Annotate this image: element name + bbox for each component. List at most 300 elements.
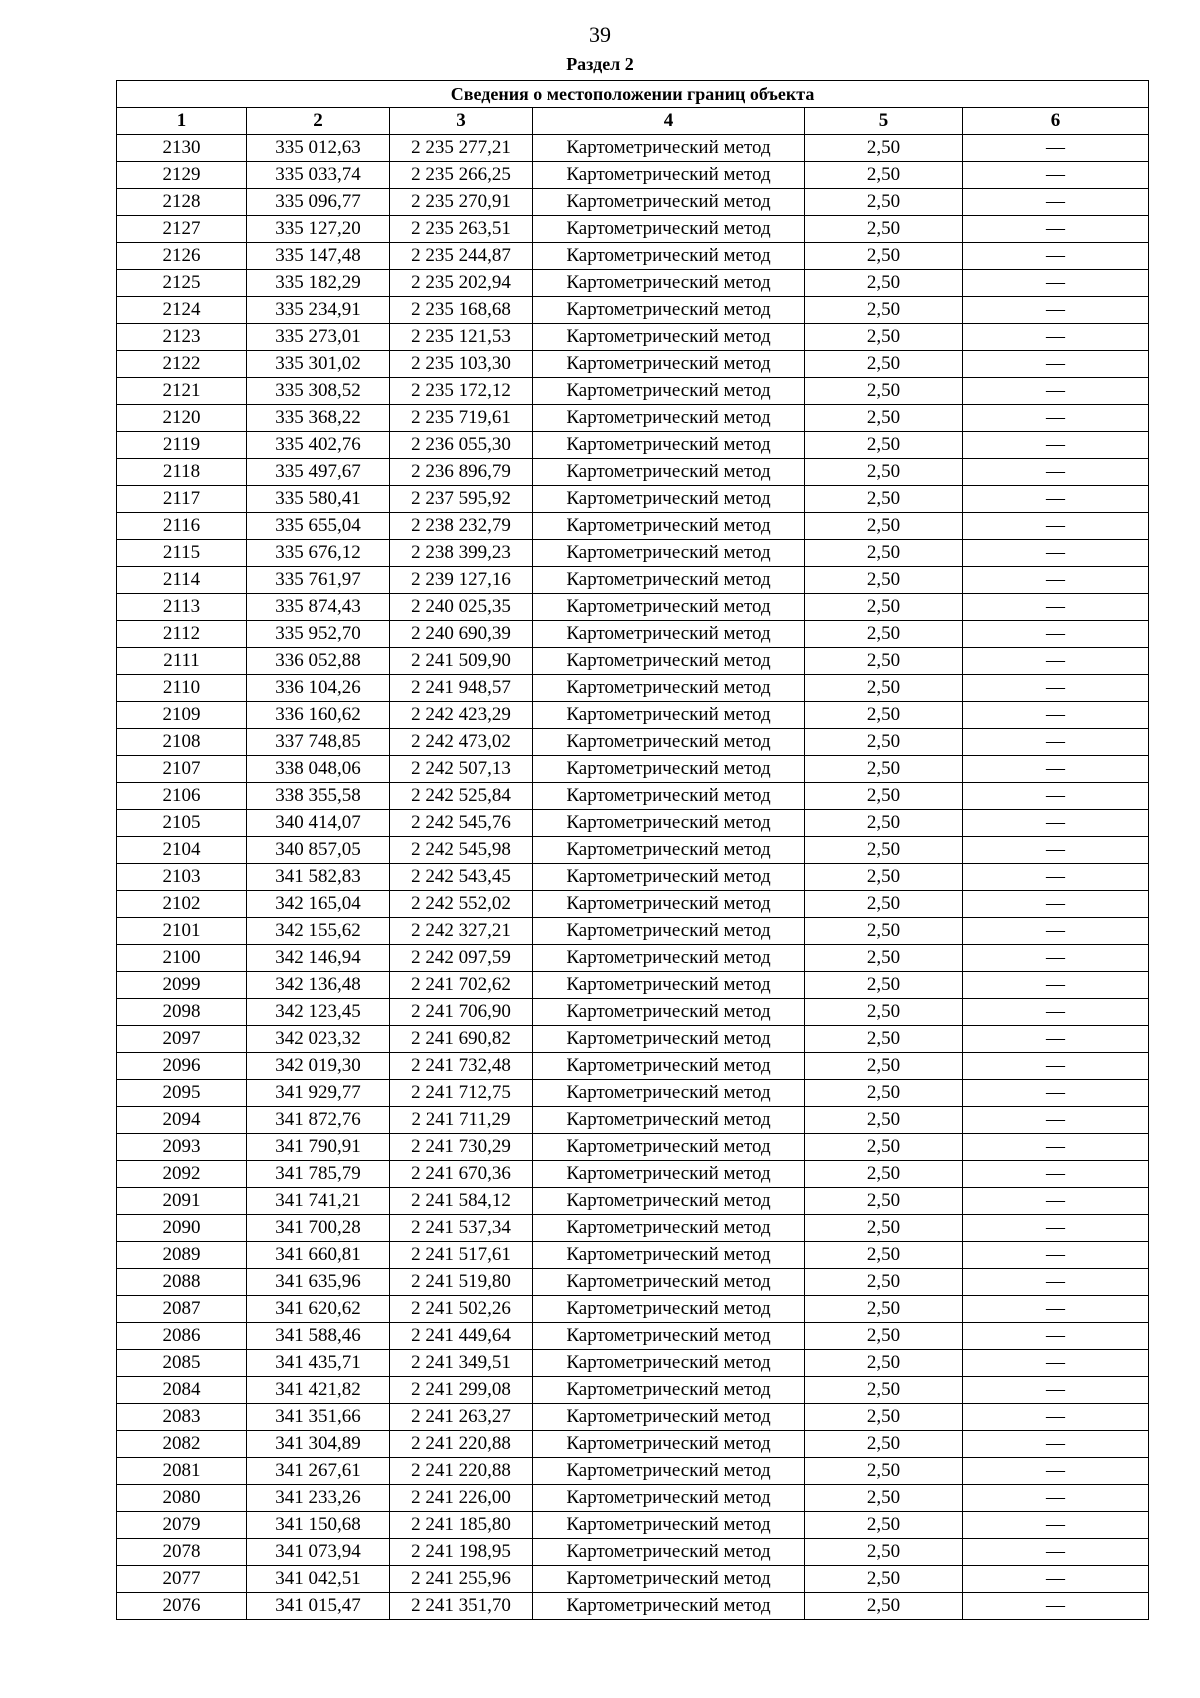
x-coordinate-cell: 341 073,94 (247, 1539, 390, 1566)
point-number-cell: 2111 (117, 648, 247, 675)
accuracy-cell: 2,50 (805, 1431, 963, 1458)
description-cell: — (963, 594, 1149, 621)
y-coordinate-cell: 2 236 896,79 (390, 459, 533, 486)
y-coordinate-cell: 2 235 121,53 (390, 324, 533, 351)
y-coordinate-cell: 2 241 712,75 (390, 1080, 533, 1107)
method-cell: Картометрический метод (533, 351, 805, 378)
y-coordinate-cell: 2 238 232,79 (390, 513, 533, 540)
column-number-row (117, 108, 1149, 135)
method-cell: Картометрический метод (533, 270, 805, 297)
accuracy-cell: 2,50 (805, 243, 963, 270)
point-number-cell: 2107 (117, 756, 247, 783)
y-coordinate-cell: 2 242 097,59 (390, 945, 533, 972)
y-coordinate-cell: 2 237 595,92 (390, 486, 533, 513)
table-row (117, 459, 1149, 486)
description-cell: — (963, 513, 1149, 540)
accuracy-cell: 2,50 (805, 1323, 963, 1350)
x-coordinate-cell: 335 580,41 (247, 486, 390, 513)
x-coordinate-cell: 336 160,62 (247, 702, 390, 729)
description-cell: — (963, 999, 1149, 1026)
y-coordinate-cell: 2 241 449,64 (390, 1323, 533, 1350)
method-cell: Картометрический метод (533, 783, 805, 810)
x-coordinate-cell: 335 952,70 (247, 621, 390, 648)
x-coordinate-cell: 335 308,52 (247, 378, 390, 405)
table-row (117, 189, 1149, 216)
table-row (117, 567, 1149, 594)
point-number-cell: 2100 (117, 945, 247, 972)
table-row (117, 999, 1149, 1026)
description-cell: — (963, 702, 1149, 729)
y-coordinate-cell: 2 241 198,95 (390, 1539, 533, 1566)
description-cell: — (963, 540, 1149, 567)
table-row (117, 1188, 1149, 1215)
point-number-cell: 2103 (117, 864, 247, 891)
table-row (117, 891, 1149, 918)
method-cell: Картометрический метод (533, 324, 805, 351)
method-cell: Картометрический метод (533, 243, 805, 270)
method-cell: Картометрический метод (533, 999, 805, 1026)
point-number-cell: 2113 (117, 594, 247, 621)
x-coordinate-cell: 335 127,20 (247, 216, 390, 243)
accuracy-cell: 2,50 (805, 945, 963, 972)
table-row (117, 1566, 1149, 1593)
x-coordinate-cell: 342 019,30 (247, 1053, 390, 1080)
x-coordinate-cell: 335 033,74 (247, 162, 390, 189)
x-coordinate-cell: 341 267,61 (247, 1458, 390, 1485)
x-coordinate-cell: 341 015,47 (247, 1593, 390, 1620)
x-coordinate-cell: 335 655,04 (247, 513, 390, 540)
method-cell: Картометрический метод (533, 891, 805, 918)
accuracy-cell: 2,50 (805, 297, 963, 324)
accuracy-cell: 2,50 (805, 459, 963, 486)
x-coordinate-cell: 335 301,02 (247, 351, 390, 378)
description-cell: — (963, 810, 1149, 837)
column-number: 1 (117, 108, 247, 135)
table-row (117, 1539, 1149, 1566)
description-cell: — (963, 891, 1149, 918)
table-row (117, 1107, 1149, 1134)
accuracy-cell: 2,50 (805, 567, 963, 594)
method-cell: Картометрический метод (533, 1053, 805, 1080)
point-number-cell: 2125 (117, 270, 247, 297)
accuracy-cell: 2,50 (805, 810, 963, 837)
x-coordinate-cell: 341 588,46 (247, 1323, 390, 1350)
y-coordinate-cell: 2 241 351,70 (390, 1593, 533, 1620)
y-coordinate-cell: 2 242 507,13 (390, 756, 533, 783)
method-cell: Картометрический метод (533, 432, 805, 459)
method-cell: Картометрический метод (533, 1323, 805, 1350)
table-row (117, 486, 1149, 513)
point-number-cell: 2102 (117, 891, 247, 918)
table-row (117, 1080, 1149, 1107)
point-number-cell: 2077 (117, 1566, 247, 1593)
accuracy-cell: 2,50 (805, 513, 963, 540)
table-row (117, 432, 1149, 459)
method-cell: Картометрический метод (533, 378, 805, 405)
point-number-cell: 2123 (117, 324, 247, 351)
point-number-cell: 2094 (117, 1107, 247, 1134)
point-number-cell: 2086 (117, 1323, 247, 1350)
table-row (117, 405, 1149, 432)
point-number-cell: 2117 (117, 486, 247, 513)
y-coordinate-cell: 2 241 263,27 (390, 1404, 533, 1431)
accuracy-cell: 2,50 (805, 1080, 963, 1107)
point-number-cell: 2092 (117, 1161, 247, 1188)
y-coordinate-cell: 2 242 327,21 (390, 918, 533, 945)
accuracy-cell: 2,50 (805, 1350, 963, 1377)
description-cell: — (963, 756, 1149, 783)
description-cell: — (963, 216, 1149, 243)
table-row (117, 1458, 1149, 1485)
y-coordinate-cell: 2 242 545,98 (390, 837, 533, 864)
table-row (117, 675, 1149, 702)
method-cell: Картометрический метод (533, 297, 805, 324)
y-coordinate-cell: 2 241 502,26 (390, 1296, 533, 1323)
x-coordinate-cell: 335 147,48 (247, 243, 390, 270)
point-number-cell: 2122 (117, 351, 247, 378)
y-coordinate-cell: 2 241 517,61 (390, 1242, 533, 1269)
accuracy-cell: 2,50 (805, 1269, 963, 1296)
y-coordinate-cell: 2 241 299,08 (390, 1377, 533, 1404)
table-row (117, 1134, 1149, 1161)
x-coordinate-cell: 342 146,94 (247, 945, 390, 972)
x-coordinate-cell: 341 872,76 (247, 1107, 390, 1134)
accuracy-cell: 2,50 (805, 405, 963, 432)
method-cell: Картометрический метод (533, 1215, 805, 1242)
y-coordinate-cell: 2 242 552,02 (390, 891, 533, 918)
point-number-cell: 2089 (117, 1242, 247, 1269)
point-number-cell: 2081 (117, 1458, 247, 1485)
y-coordinate-cell: 2 240 690,39 (390, 621, 533, 648)
accuracy-cell: 2,50 (805, 1107, 963, 1134)
point-number-cell: 2079 (117, 1512, 247, 1539)
table-row (117, 135, 1149, 162)
y-coordinate-cell: 2 241 732,48 (390, 1053, 533, 1080)
method-cell: Картометрический метод (533, 486, 805, 513)
accuracy-cell: 2,50 (805, 1215, 963, 1242)
accuracy-cell: 2,50 (805, 891, 963, 918)
table-row (117, 621, 1149, 648)
table-row (117, 1026, 1149, 1053)
method-cell: Картометрический метод (533, 1458, 805, 1485)
table-row (117, 810, 1149, 837)
method-cell: Картометрический метод (533, 1242, 805, 1269)
column-number: 5 (805, 108, 963, 135)
table-row (117, 270, 1149, 297)
description-cell: — (963, 135, 1149, 162)
method-cell: Картометрический метод (533, 1269, 805, 1296)
method-cell: Картометрический метод (533, 864, 805, 891)
x-coordinate-cell: 341 660,81 (247, 1242, 390, 1269)
description-cell: — (963, 243, 1149, 270)
description-cell: — (963, 1269, 1149, 1296)
description-cell: — (963, 1107, 1149, 1134)
description-cell: — (963, 783, 1149, 810)
method-cell: Картометрический метод (533, 594, 805, 621)
description-cell: — (963, 1458, 1149, 1485)
accuracy-cell: 2,50 (805, 837, 963, 864)
x-coordinate-cell: 335 273,01 (247, 324, 390, 351)
x-coordinate-cell: 341 042,51 (247, 1566, 390, 1593)
y-coordinate-cell: 2 242 545,76 (390, 810, 533, 837)
point-number-cell: 2129 (117, 162, 247, 189)
point-number-cell: 2118 (117, 459, 247, 486)
x-coordinate-cell: 335 096,77 (247, 189, 390, 216)
method-cell: Картометрический метод (533, 1080, 805, 1107)
method-cell: Картометрический метод (533, 756, 805, 783)
x-coordinate-cell: 335 874,43 (247, 594, 390, 621)
y-coordinate-cell: 2 238 399,23 (390, 540, 533, 567)
y-coordinate-cell: 2 241 706,90 (390, 999, 533, 1026)
description-cell: — (963, 675, 1149, 702)
accuracy-cell: 2,50 (805, 999, 963, 1026)
x-coordinate-cell: 336 104,26 (247, 675, 390, 702)
table-row (117, 378, 1149, 405)
description-cell: — (963, 1539, 1149, 1566)
x-coordinate-cell: 335 012,63 (247, 135, 390, 162)
method-cell: Картометрический метод (533, 918, 805, 945)
description-cell: — (963, 1350, 1149, 1377)
point-number-cell: 2115 (117, 540, 247, 567)
method-cell: Картометрический метод (533, 1296, 805, 1323)
method-cell: Картометрический метод (533, 459, 805, 486)
description-cell: — (963, 297, 1149, 324)
description-cell: — (963, 1242, 1149, 1269)
x-coordinate-cell: 338 048,06 (247, 756, 390, 783)
accuracy-cell: 2,50 (805, 1458, 963, 1485)
accuracy-cell: 2,50 (805, 1377, 963, 1404)
table-row (117, 1053, 1149, 1080)
x-coordinate-cell: 342 136,48 (247, 972, 390, 999)
point-number-cell: 2088 (117, 1269, 247, 1296)
accuracy-cell: 2,50 (805, 729, 963, 756)
y-coordinate-cell: 2 235 172,12 (390, 378, 533, 405)
accuracy-cell: 2,50 (805, 1242, 963, 1269)
table-caption: Сведения о местоположении границ объекта (117, 81, 1149, 108)
x-coordinate-cell: 335 676,12 (247, 540, 390, 567)
point-number-cell: 2098 (117, 999, 247, 1026)
table-row (117, 162, 1149, 189)
x-coordinate-cell: 341 582,83 (247, 864, 390, 891)
column-number: 2 (247, 108, 390, 135)
column-number: 3 (390, 108, 533, 135)
accuracy-cell: 2,50 (805, 1053, 963, 1080)
description-cell: — (963, 1566, 1149, 1593)
point-number-cell: 2091 (117, 1188, 247, 1215)
description-cell: — (963, 432, 1149, 459)
accuracy-cell: 2,50 (805, 351, 963, 378)
table-caption-row (117, 81, 1149, 108)
description-cell: — (963, 270, 1149, 297)
x-coordinate-cell: 341 741,21 (247, 1188, 390, 1215)
y-coordinate-cell: 2 242 423,29 (390, 702, 533, 729)
point-number-cell: 2106 (117, 783, 247, 810)
point-number-cell: 2080 (117, 1485, 247, 1512)
column-number: 6 (963, 108, 1149, 135)
accuracy-cell: 2,50 (805, 324, 963, 351)
y-coordinate-cell: 2 235 266,25 (390, 162, 533, 189)
boundary-coordinates-table (116, 80, 1149, 1620)
table-row (117, 1350, 1149, 1377)
method-cell: Картометрический метод (533, 513, 805, 540)
point-number-cell: 2090 (117, 1215, 247, 1242)
point-number-cell: 2105 (117, 810, 247, 837)
table-row (117, 648, 1149, 675)
x-coordinate-cell: 342 123,45 (247, 999, 390, 1026)
point-number-cell: 2124 (117, 297, 247, 324)
point-number-cell: 2082 (117, 1431, 247, 1458)
y-coordinate-cell: 2 240 025,35 (390, 594, 533, 621)
table-row (117, 918, 1149, 945)
description-cell: — (963, 324, 1149, 351)
y-coordinate-cell: 2 235 263,51 (390, 216, 533, 243)
table-row (117, 513, 1149, 540)
column-number: 4 (533, 108, 805, 135)
accuracy-cell: 2,50 (805, 1134, 963, 1161)
accuracy-cell: 2,50 (805, 1296, 963, 1323)
accuracy-cell: 2,50 (805, 1512, 963, 1539)
y-coordinate-cell: 2 241 220,88 (390, 1431, 533, 1458)
table-row (117, 729, 1149, 756)
method-cell: Картометрический метод (533, 135, 805, 162)
y-coordinate-cell: 2 241 584,12 (390, 1188, 533, 1215)
description-cell: — (963, 189, 1149, 216)
method-cell: Картометрический метод (533, 621, 805, 648)
point-number-cell: 2126 (117, 243, 247, 270)
description-cell: — (963, 351, 1149, 378)
y-coordinate-cell: 2 241 226,00 (390, 1485, 533, 1512)
table-row (117, 1242, 1149, 1269)
method-cell: Картометрический метод (533, 189, 805, 216)
description-cell: — (963, 567, 1149, 594)
table-row (117, 837, 1149, 864)
description-cell: — (963, 1404, 1149, 1431)
method-cell: Картометрический метод (533, 648, 805, 675)
table-row (117, 1377, 1149, 1404)
accuracy-cell: 2,50 (805, 270, 963, 297)
table-row (117, 1512, 1149, 1539)
y-coordinate-cell: 2 235 270,91 (390, 189, 533, 216)
accuracy-cell: 2,50 (805, 540, 963, 567)
y-coordinate-cell: 2 241 349,51 (390, 1350, 533, 1377)
accuracy-cell: 2,50 (805, 756, 963, 783)
y-coordinate-cell: 2 241 670,36 (390, 1161, 533, 1188)
point-number-cell: 2085 (117, 1350, 247, 1377)
description-cell: — (963, 1134, 1149, 1161)
y-coordinate-cell: 2 239 127,16 (390, 567, 533, 594)
y-coordinate-cell: 2 241 255,96 (390, 1566, 533, 1593)
y-coordinate-cell: 2 241 948,57 (390, 675, 533, 702)
x-coordinate-cell: 335 368,22 (247, 405, 390, 432)
table-row (117, 1323, 1149, 1350)
point-number-cell: 2093 (117, 1134, 247, 1161)
description-cell: — (963, 972, 1149, 999)
accuracy-cell: 2,50 (805, 432, 963, 459)
point-number-cell: 2076 (117, 1593, 247, 1620)
method-cell: Картометрический метод (533, 567, 805, 594)
table-row (117, 1269, 1149, 1296)
point-number-cell: 2101 (117, 918, 247, 945)
x-coordinate-cell: 342 023,32 (247, 1026, 390, 1053)
x-coordinate-cell: 341 233,26 (247, 1485, 390, 1512)
description-cell: — (963, 1512, 1149, 1539)
description-cell: — (963, 1431, 1149, 1458)
point-number-cell: 2120 (117, 405, 247, 432)
description-cell: — (963, 648, 1149, 675)
method-cell: Картометрический метод (533, 1539, 805, 1566)
accuracy-cell: 2,50 (805, 162, 963, 189)
method-cell: Картометрический метод (533, 1188, 805, 1215)
x-coordinate-cell: 335 234,91 (247, 297, 390, 324)
method-cell: Картометрический метод (533, 1161, 805, 1188)
method-cell: Картометрический метод (533, 675, 805, 702)
table-row (117, 594, 1149, 621)
y-coordinate-cell: 2 242 473,02 (390, 729, 533, 756)
description-cell: — (963, 486, 1149, 513)
method-cell: Картометрический метод (533, 1377, 805, 1404)
method-cell: Картометрический метод (533, 729, 805, 756)
x-coordinate-cell: 338 355,58 (247, 783, 390, 810)
accuracy-cell: 2,50 (805, 1593, 963, 1620)
y-coordinate-cell: 2 235 168,68 (390, 297, 533, 324)
description-cell: — (963, 1080, 1149, 1107)
point-number-cell: 2084 (117, 1377, 247, 1404)
table-row (117, 972, 1149, 999)
point-number-cell: 2121 (117, 378, 247, 405)
description-cell: — (963, 1215, 1149, 1242)
y-coordinate-cell: 2 241 185,80 (390, 1512, 533, 1539)
x-coordinate-cell: 335 182,29 (247, 270, 390, 297)
table-row (117, 243, 1149, 270)
y-coordinate-cell: 2 242 543,45 (390, 864, 533, 891)
point-number-cell: 2078 (117, 1539, 247, 1566)
description-cell: — (963, 1485, 1149, 1512)
description-cell: — (963, 162, 1149, 189)
y-coordinate-cell: 2 241 690,82 (390, 1026, 533, 1053)
x-coordinate-cell: 341 635,96 (247, 1269, 390, 1296)
description-cell: — (963, 729, 1149, 756)
x-coordinate-cell: 335 402,76 (247, 432, 390, 459)
accuracy-cell: 2,50 (805, 648, 963, 675)
point-number-cell: 2087 (117, 1296, 247, 1323)
accuracy-cell: 2,50 (805, 189, 963, 216)
accuracy-cell: 2,50 (805, 135, 963, 162)
x-coordinate-cell: 337 748,85 (247, 729, 390, 756)
y-coordinate-cell: 2 241 220,88 (390, 1458, 533, 1485)
x-coordinate-cell: 341 304,89 (247, 1431, 390, 1458)
description-cell: — (963, 1377, 1149, 1404)
x-coordinate-cell: 341 700,28 (247, 1215, 390, 1242)
description-cell: — (963, 1053, 1149, 1080)
method-cell: Картометрический метод (533, 1593, 805, 1620)
table-row (117, 702, 1149, 729)
description-cell: — (963, 864, 1149, 891)
accuracy-cell: 2,50 (805, 918, 963, 945)
table-row (117, 945, 1149, 972)
method-cell: Картометрический метод (533, 540, 805, 567)
point-number-cell: 2095 (117, 1080, 247, 1107)
point-number-cell: 2112 (117, 621, 247, 648)
point-number-cell: 2109 (117, 702, 247, 729)
method-cell: Картометрический метод (533, 162, 805, 189)
table-row (117, 864, 1149, 891)
table-row (117, 297, 1149, 324)
description-cell: — (963, 405, 1149, 432)
x-coordinate-cell: 341 785,79 (247, 1161, 390, 1188)
x-coordinate-cell: 340 414,07 (247, 810, 390, 837)
y-coordinate-cell: 2 236 055,30 (390, 432, 533, 459)
point-number-cell: 2097 (117, 1026, 247, 1053)
